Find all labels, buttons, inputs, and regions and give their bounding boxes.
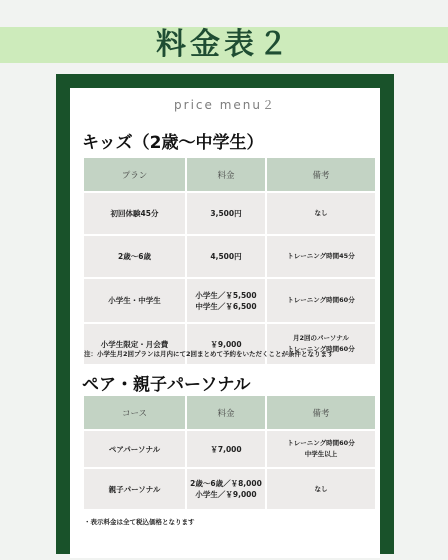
price-cell: ￥7,000: [187, 431, 265, 467]
column-header-price: 料金: [187, 396, 265, 429]
note-cell: トレーニング時間45分: [267, 236, 375, 277]
kids-footnote: 注：小学生月2回プランは月内にて2回まとめて予約をいただくことが条件となります: [84, 350, 334, 358]
plan-cell: 小学生・中学生: [84, 279, 185, 322]
pair-footnote: ・表示料金は全て税込価格となります: [84, 518, 195, 526]
column-header-plan: プラン: [84, 158, 185, 191]
plan-cell: 2歳〜6歳: [84, 236, 185, 277]
price-cell: 3,500円: [187, 193, 265, 234]
note-cell: なし: [267, 193, 375, 234]
table-row: [84, 469, 375, 509]
price-cell: 4,500円: [187, 236, 265, 277]
table-row: [84, 236, 375, 277]
note-cell: なし: [267, 469, 375, 509]
table-row: [84, 193, 375, 234]
note-cell: 月2回のパーソナル トレーニング時間60分: [267, 324, 375, 364]
plan-cell: ペアパーソナル: [84, 431, 185, 467]
table-row: [84, 279, 375, 322]
plan-cell: 小学生限定・月会費: [84, 324, 185, 364]
price-cell: ￥9,000: [187, 324, 265, 364]
subtitle: price menu２: [174, 98, 276, 112]
table-header-row: [84, 158, 375, 191]
column-header-note: 備考: [267, 396, 375, 429]
price-cell: 2歳〜6歳／￥8,000 小学生／￥9,000: [187, 469, 265, 509]
kids-price-table: [82, 156, 377, 366]
page-title: 料金表２: [156, 27, 292, 62]
table-row: [84, 431, 375, 467]
note-cell: トレーニング時間60分: [267, 279, 375, 322]
table-row: [84, 324, 375, 364]
column-header-note: 備考: [267, 158, 375, 191]
column-header-price: 料金: [187, 158, 265, 191]
pair-heading: ペア・親子パーソナル: [82, 375, 251, 395]
plan-cell: 初回体験45分: [84, 193, 185, 234]
price-cell: 小学生／￥5,500 中学生／￥6,500: [187, 279, 265, 322]
column-header-course: コース: [84, 396, 185, 429]
table-header-row: [84, 396, 375, 429]
pair-price-table: [82, 394, 377, 511]
kids-heading: キッズ（2歳〜中学生）: [82, 133, 264, 153]
note-cell: トレーニング時間60分 中学生以上: [267, 431, 375, 467]
plan-cell: 親子パーソナル: [84, 469, 185, 509]
